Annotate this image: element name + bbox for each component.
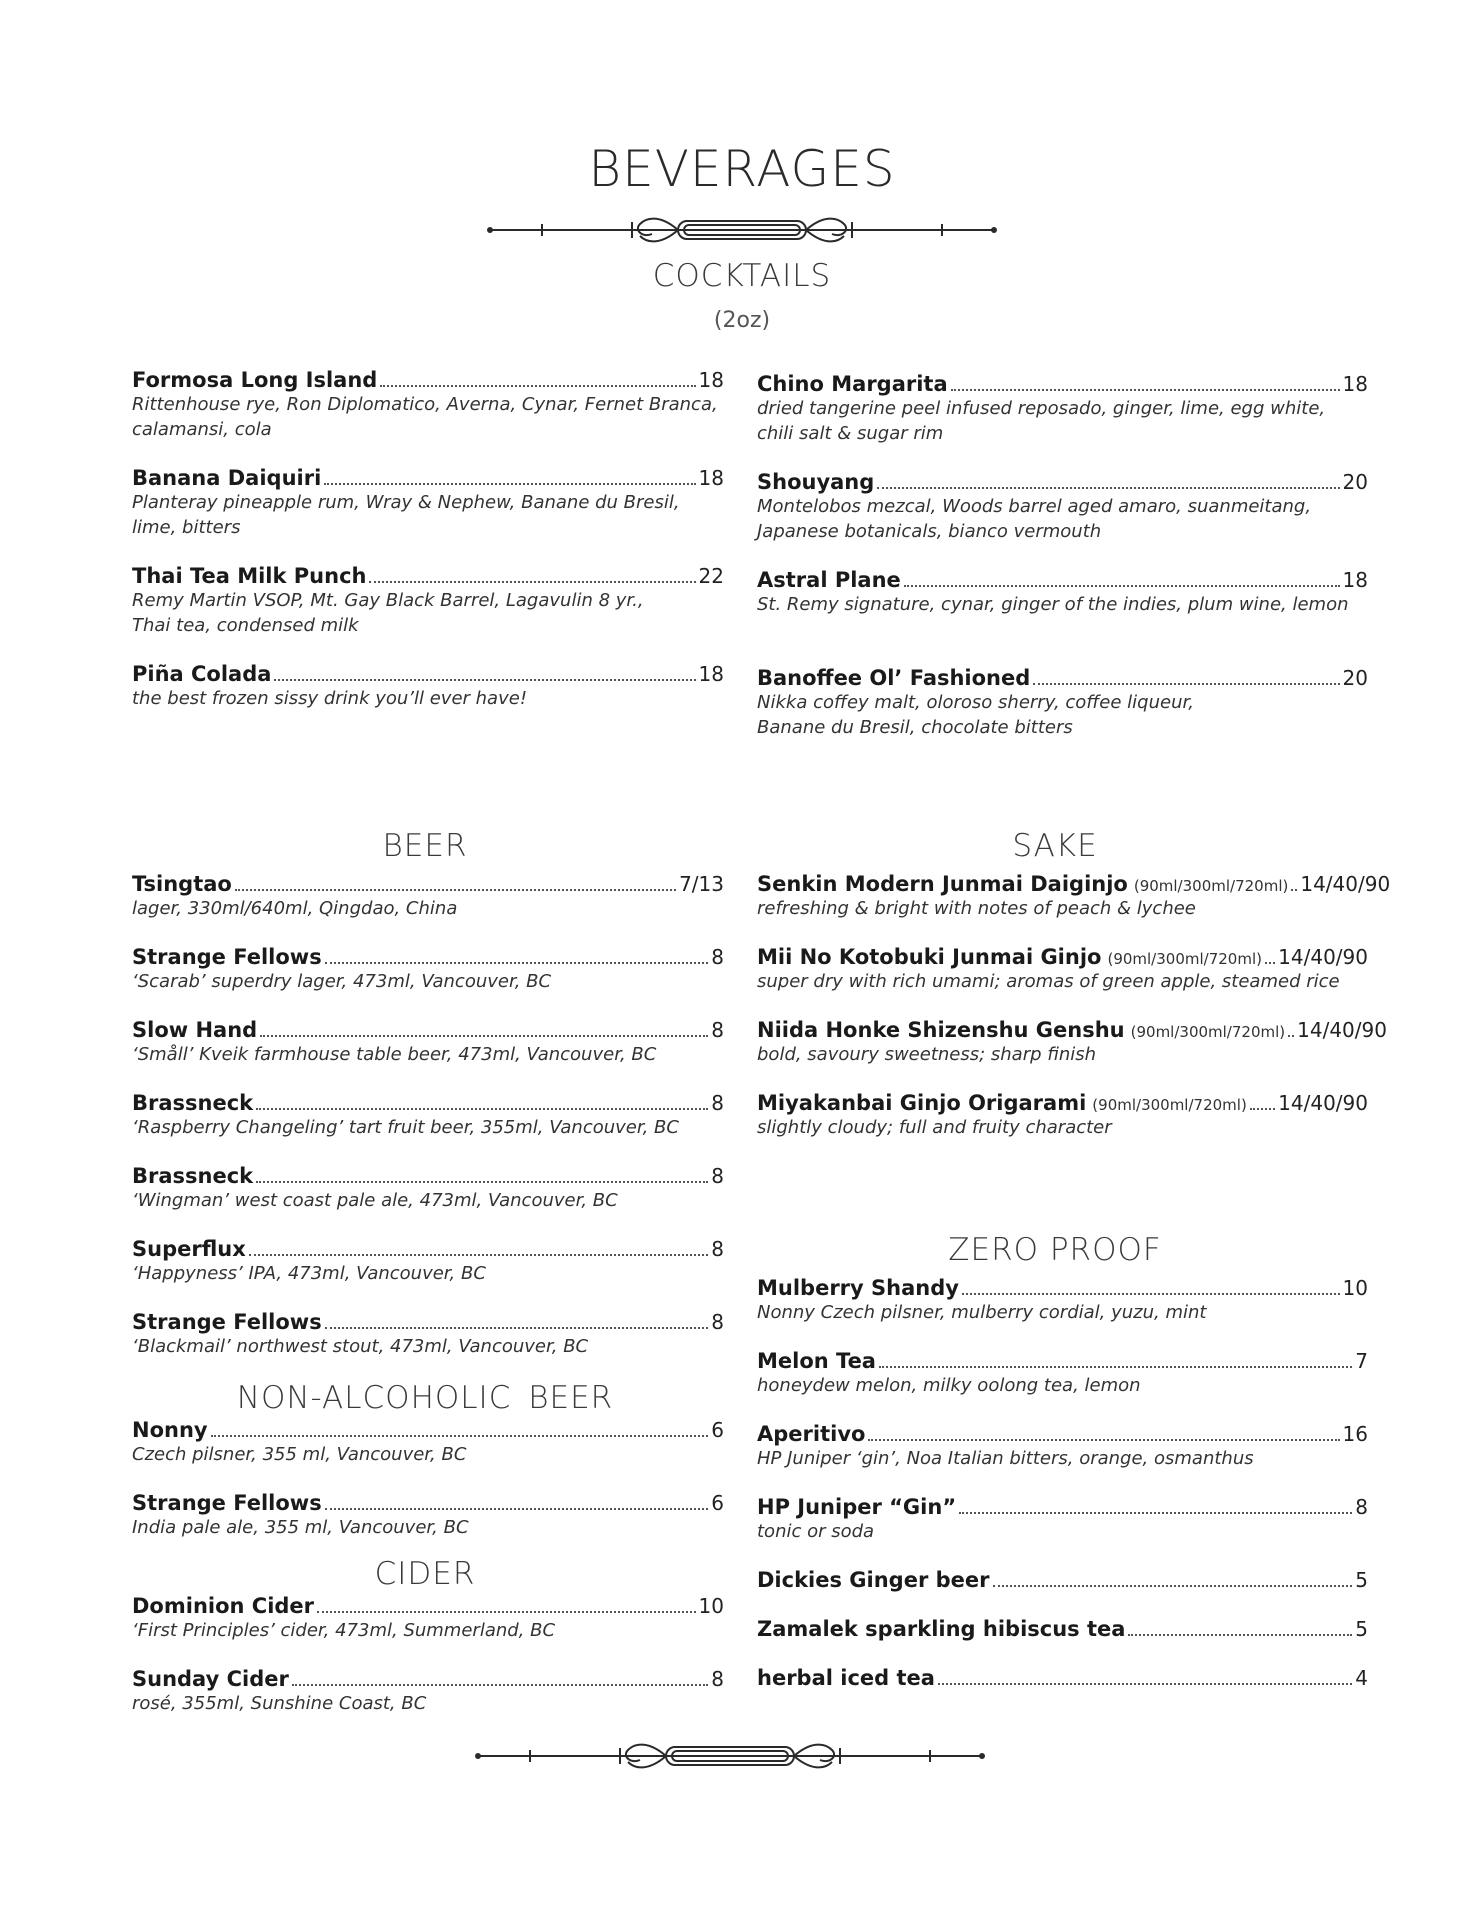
- item-price: 7: [1355, 1349, 1368, 1373]
- item-description: ‘Småll’ Kveik farmhouse table beer, 473ml, Vancouver, BC: [132, 1044, 657, 1065]
- menu-item-header: [132, 1310, 724, 1334]
- item-price: 18: [1342, 568, 1368, 592]
- item-description: chili salt & sugar rim: [757, 423, 944, 444]
- menu-item-zamalek-sparkling-hibiscus-tea: [757, 1617, 1368, 1641]
- item-name: Senkin Modern Junmai Daiginjo: [757, 872, 1128, 896]
- item-price: 8: [711, 1164, 724, 1188]
- item-name: HP Juniper “Gin”: [757, 1495, 957, 1519]
- item-price: 8: [711, 1237, 724, 1261]
- item-name: Dickies Ginger beer: [757, 1568, 990, 1592]
- item-price: 18: [698, 466, 724, 490]
- item-name: Melon Tea: [757, 1349, 876, 1373]
- divider-ornament-top: [482, 212, 1002, 248]
- dot-leader: [324, 483, 695, 485]
- menu-item-brassneck: [132, 1164, 724, 1213]
- item-name: Mulberry Shandy: [757, 1276, 959, 1300]
- menu-item-mulberry-shandy: [757, 1276, 1368, 1325]
- item-price: 20: [1342, 666, 1368, 690]
- cocktails-serving-size: (2oz): [713, 308, 771, 333]
- item-description: ‘Happyness’ IPA, 473ml, Vancouver, BC: [132, 1263, 486, 1284]
- item-price: 8: [1355, 1495, 1368, 1519]
- menu-item-thai-tea-milk-punch: [132, 564, 724, 638]
- item-description: ‘Scarab’ superdry lager, 473ml, Vancouver, BC: [132, 971, 552, 992]
- zero-proof-title: ZERO PROOF: [948, 1232, 1162, 1268]
- item-serving-sizes: (90ml/300ml/720ml): [1107, 950, 1262, 968]
- item-description: the best frozen sissy drink you’ll ever have!: [132, 688, 528, 709]
- item-price: 20: [1342, 470, 1368, 494]
- dot-leader: [325, 962, 709, 964]
- dot-leader: [959, 1512, 1352, 1514]
- item-name: Dominion Cider: [132, 1594, 315, 1618]
- item-price: 10: [698, 1594, 724, 1618]
- item-description: Japanese botanicals, bianco vermouth: [757, 521, 1102, 542]
- dot-leader: [211, 1435, 709, 1437]
- menu-item-header: [132, 662, 724, 686]
- item-description: Montelobos mezcal, Woods barrel aged amaro, suanmeitang,: [757, 496, 1312, 517]
- menu-item-header: [757, 945, 1368, 969]
- dot-leader: [1250, 1108, 1275, 1110]
- item-description: Rittenhouse rye, Ron Diplomatico, Averna, Cynar, Fernet Branca,: [132, 394, 718, 415]
- cocktails-title: COCKTAILS: [652, 258, 832, 294]
- menu-item-sunday-cider: [132, 1667, 724, 1716]
- item-name: Astral Plane: [757, 568, 901, 592]
- menu-item-header: [757, 1617, 1368, 1641]
- item-name: Banana Daiquiri: [132, 466, 322, 490]
- dot-leader: [877, 487, 1339, 489]
- item-description: bold, savoury sweetness; sharp finish: [757, 1044, 1097, 1065]
- item-description: ‘Wingman’ west coast pale ale, 473ml, Vancouver, BC: [132, 1190, 618, 1211]
- dot-leader: [951, 389, 1340, 391]
- item-name: Mii No Kotobuki Junmai Ginjo: [757, 945, 1102, 969]
- dot-leader: [380, 385, 695, 387]
- menu-item-header: [132, 466, 724, 490]
- item-description: Nonny Czech pilsner, mulberry cordial, yuzu, mint: [757, 1302, 1207, 1323]
- dot-leader: [256, 1108, 708, 1110]
- item-price: 8: [711, 1310, 724, 1334]
- beer-title: BEER: [382, 828, 468, 864]
- item-price: 8: [711, 945, 724, 969]
- item-name: Sunday Cider: [132, 1667, 289, 1691]
- menu-item-banoffee-ol-fashioned: [757, 666, 1368, 740]
- item-price: 14/40/90: [1300, 872, 1391, 896]
- menu-item-nonny: [132, 1418, 724, 1467]
- dot-leader: [1033, 683, 1339, 685]
- menu-item-header: [132, 945, 724, 969]
- item-name: Piña Colada: [132, 662, 272, 686]
- item-price: 18: [698, 662, 724, 686]
- item-name: Strange Fellows: [132, 945, 322, 969]
- non-alcoholic-beer-title: NON-ALCOHOLIC BEER: [236, 1380, 614, 1416]
- item-serving-sizes: (90ml/300ml/720ml): [1092, 1096, 1247, 1114]
- item-price: 22: [698, 564, 724, 588]
- menu-item-header: [757, 1349, 1368, 1373]
- menu-item-superflux: [132, 1237, 724, 1286]
- menu-item-herbal-iced-tea: [757, 1666, 1368, 1690]
- item-price: 6: [711, 1491, 724, 1515]
- item-price: 6: [711, 1418, 724, 1442]
- item-description: Thai tea, condensed milk: [132, 615, 359, 636]
- menu-item-dickies-ginger-beer: [757, 1568, 1368, 1592]
- divider-ornament-bottom: [470, 1738, 990, 1774]
- dot-leader: [292, 1684, 708, 1686]
- item-name: Brassneck: [132, 1091, 254, 1115]
- dot-leader: [879, 1366, 1352, 1368]
- menu-item-header: [132, 1237, 724, 1261]
- item-name: Niida Honke Shizenshu Genshu: [757, 1018, 1125, 1042]
- menu-item-header: [132, 1667, 724, 1691]
- dot-leader: [938, 1683, 1352, 1685]
- item-price: 4: [1355, 1666, 1368, 1690]
- menu-item-shouyang: [757, 470, 1368, 544]
- item-serving-sizes: (90ml/300ml/720ml): [1130, 1023, 1286, 1041]
- menu-item-astral-plane: [757, 568, 1368, 617]
- item-price: 5: [1355, 1568, 1368, 1592]
- item-serving-sizes: (90ml/300ml/720ml): [1133, 877, 1289, 895]
- item-description: ‘First Principles’ cider, 473ml, Summerland, BC: [132, 1620, 556, 1641]
- menu-item-header: [132, 872, 724, 896]
- item-description: HP Juniper ‘gin’, Noa Italian bitters, orange, osmanthus: [757, 1448, 1254, 1469]
- dot-leader: [235, 889, 676, 891]
- menu-item-header: [132, 368, 724, 392]
- item-description: Planteray pineapple rum, Wray & Nephew, Banane du Bresil,: [132, 492, 680, 513]
- dot-leader: [1288, 1035, 1294, 1037]
- menu-item-slow-hand: [132, 1018, 724, 1067]
- menu-item-strange-fellows: [132, 1310, 724, 1359]
- menu-item-niida-honke-shizenshu-genshu: [757, 1018, 1387, 1067]
- dot-leader: [1128, 1634, 1352, 1636]
- menu-item-chino-margarita: [757, 372, 1368, 446]
- menu-item-header: [132, 1491, 724, 1515]
- item-price: 5: [1355, 1617, 1368, 1641]
- item-price: 8: [711, 1091, 724, 1115]
- menu-item-header: [132, 1018, 724, 1042]
- item-name: Miyakanbai Ginjo Origarami: [757, 1091, 1087, 1115]
- menu-item-header: [757, 1091, 1368, 1115]
- menu-item-header: [757, 470, 1368, 494]
- menu-item-header: [757, 1276, 1368, 1300]
- menu-item-header: [132, 564, 724, 588]
- item-description: super dry with rich umami; aromas of green apple, steamed rice: [757, 971, 1340, 992]
- item-price: 8: [711, 1667, 724, 1691]
- menu-item-tsingtao: [132, 872, 724, 921]
- dot-leader: [256, 1181, 708, 1183]
- dot-leader: [274, 679, 695, 681]
- item-description: ‘Blackmail’ northwest stout, 473ml, Vancouver, BC: [132, 1336, 589, 1357]
- menu-item-aperitivo: [757, 1422, 1368, 1471]
- item-description: calamansi, cola: [132, 419, 272, 440]
- menu-item-melon-tea: [757, 1349, 1368, 1398]
- item-name: Zamalek sparkling hibiscus tea: [757, 1617, 1126, 1641]
- menu-item-header: [757, 872, 1391, 896]
- dot-leader: [962, 1293, 1340, 1295]
- item-description: ‘Raspberry Changeling’ tart fruit beer, 355ml, Vancouver, BC: [132, 1117, 679, 1138]
- item-name: Tsingtao: [132, 872, 232, 896]
- menu-item-brassneck: [132, 1091, 724, 1140]
- menu-item-header: [132, 1418, 724, 1442]
- item-name: Superflux: [132, 1237, 246, 1261]
- dot-leader: [868, 1439, 1339, 1441]
- dot-leader: [325, 1508, 709, 1510]
- menu-item-header: [757, 568, 1368, 592]
- menu-item-dominion-cider: [132, 1594, 724, 1643]
- menu-item-header: [757, 1666, 1368, 1690]
- page-title: BEVERAGES: [588, 140, 896, 198]
- item-description: tonic or soda: [757, 1521, 875, 1542]
- item-price: 18: [1342, 372, 1368, 396]
- menu-item-miyakanbai-ginjo-origarami: [757, 1091, 1368, 1140]
- cider-title: CIDER: [374, 1556, 476, 1592]
- item-description: lager, 330ml/640ml, Qingdao, China: [132, 898, 458, 919]
- item-name: Shouyang: [757, 470, 875, 494]
- dot-leader: [260, 1035, 708, 1037]
- menu-item-header: [132, 1594, 724, 1618]
- menu-item-header: [757, 1422, 1368, 1446]
- dot-leader: [993, 1585, 1353, 1587]
- menu-item-senkin-modern-junmai-daiginjo: [757, 872, 1391, 921]
- item-description: Banane du Bresil, chocolate bitters: [757, 717, 1073, 738]
- item-description: St. Remy signature, cynar, ginger of the indies, plum wine, lemon: [757, 594, 1349, 615]
- item-name: Chino Margarita: [757, 372, 948, 396]
- item-name: Strange Fellows: [132, 1310, 322, 1334]
- item-price: 7/13: [679, 872, 724, 896]
- menu-item-formosa-long-island: [132, 368, 724, 442]
- item-name: Strange Fellows: [132, 1491, 322, 1515]
- dot-leader: [904, 585, 1340, 587]
- dot-leader: [369, 581, 695, 583]
- menu-item-strange-fellows: [132, 945, 724, 994]
- menu-item-header: [757, 372, 1368, 396]
- item-name: Aperitivo: [757, 1422, 866, 1446]
- menu-item-mii-no-kotobuki-junmai-ginjo: [757, 945, 1368, 994]
- item-description: lime, bitters: [132, 517, 241, 538]
- item-description: rosé, 355ml, Sunshine Coast, BC: [132, 1693, 427, 1714]
- item-price: 16: [1342, 1422, 1368, 1446]
- item-description: honeydew melon, milky oolong tea, lemon: [757, 1375, 1141, 1396]
- item-description: dried tangerine peel infused reposado, ginger, lime, egg white,: [757, 398, 1326, 419]
- menu-item-pi-a-colada: [132, 662, 724, 711]
- item-name: Brassneck: [132, 1164, 254, 1188]
- item-name: Slow Hand: [132, 1018, 258, 1042]
- menu-item-header: [757, 1568, 1368, 1592]
- dot-leader: [317, 1611, 696, 1613]
- item-description: Nikka coffey malt, oloroso sherry, coffee liqueur,: [757, 692, 1194, 713]
- menu-item-header: [132, 1164, 724, 1188]
- item-price: 18: [698, 368, 724, 392]
- item-price: 10: [1342, 1276, 1368, 1300]
- menu-item-strange-fellows: [132, 1491, 724, 1540]
- item-name: Nonny: [132, 1418, 208, 1442]
- item-name: Thai Tea Milk Punch: [132, 564, 367, 588]
- item-description: refreshing & bright with notes of peach & lychee: [757, 898, 1196, 919]
- menu-item-hp-juniper-gin: [757, 1495, 1368, 1544]
- sake-title: SAKE: [1012, 828, 1098, 864]
- item-price: 8: [711, 1018, 724, 1042]
- menu-item-header: [132, 1091, 724, 1115]
- menu-item-header: [757, 1018, 1387, 1042]
- item-price: 14/40/90: [1297, 1018, 1387, 1042]
- menu-item-header: [757, 1495, 1368, 1519]
- item-description: slightly cloudy; full and fruity character: [757, 1117, 1112, 1138]
- menu-item-header: [757, 666, 1368, 690]
- dot-leader: [1265, 962, 1275, 964]
- item-price: 14/40/90: [1278, 1091, 1368, 1115]
- item-name: herbal iced tea: [757, 1666, 935, 1690]
- dot-leader: [249, 1254, 708, 1256]
- item-description: India pale ale, 355 ml, Vancouver, BC: [132, 1517, 469, 1538]
- item-description: Czech pilsner, 355 ml, Vancouver, BC: [132, 1444, 467, 1465]
- item-price: 14/40/90: [1278, 945, 1368, 969]
- dot-leader: [1291, 889, 1297, 891]
- item-name: Formosa Long Island: [132, 368, 378, 392]
- item-description: Remy Martin VSOP, Mt. Gay Black Barrel, Lagavulin 8 yr.,: [132, 590, 644, 611]
- item-name: Banoffee Ol’ Fashioned: [757, 666, 1031, 690]
- menu-item-banana-daiquiri: [132, 466, 724, 540]
- dot-leader: [325, 1327, 709, 1329]
